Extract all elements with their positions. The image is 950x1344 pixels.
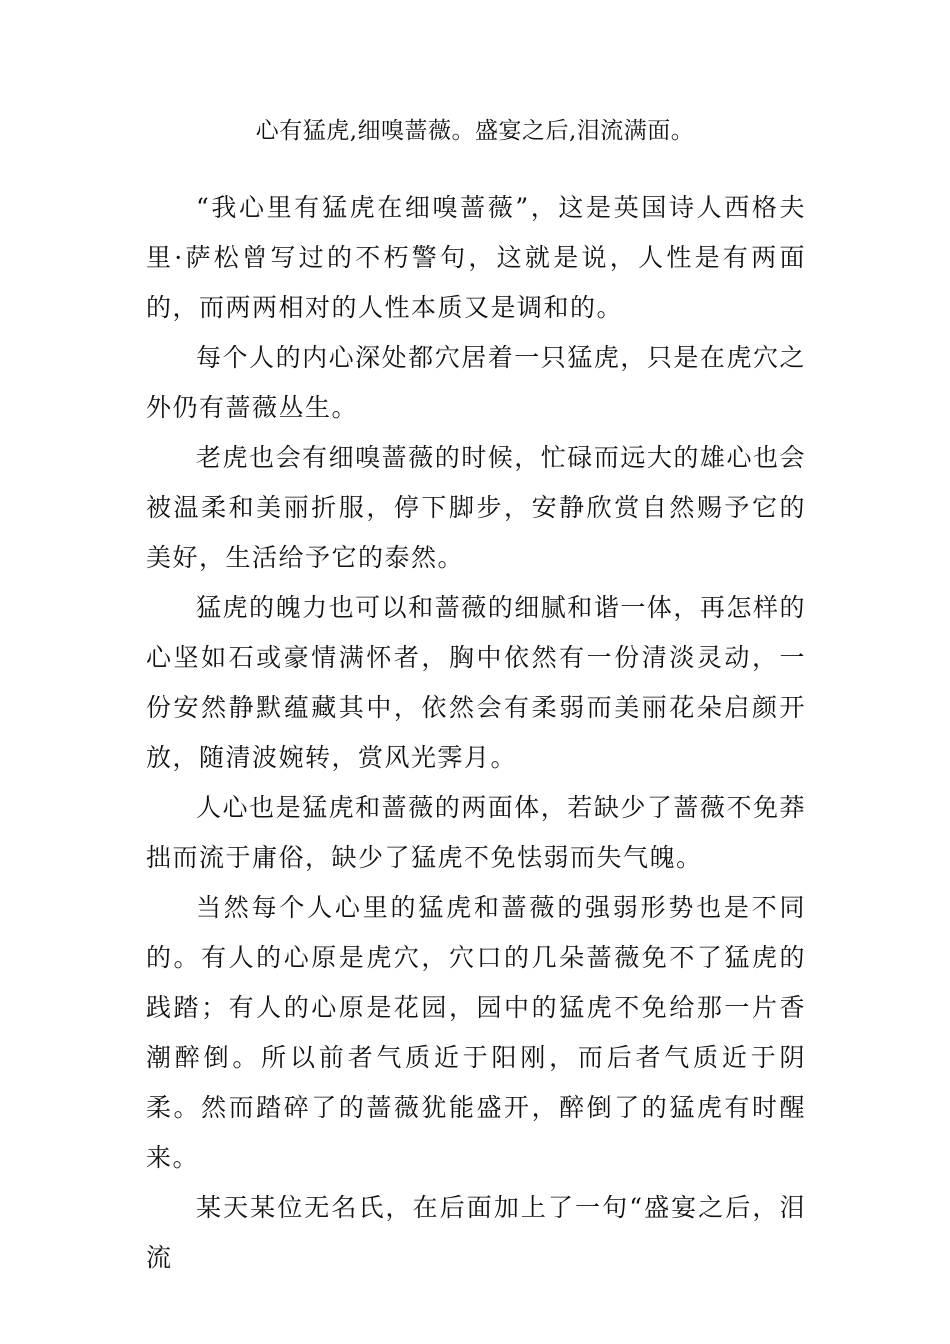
document-title: 心有猛虎,细嗅蔷薇。盛宴之后,泪流满面。: [255, 118, 695, 144]
document-body: [146, 183, 806, 1283]
paragraph-2: 每个人的内心深处都穴居着一只猛虎，只是在虎穴之外仍有蔷薇丛生。: [146, 343, 806, 422]
paragraph-3: 老虎也会有细嗅蔷薇的时候，忙碌而远大的雄心也会被温柔和美丽折服，停下脚步，安静欣赏自然赐予它的美好，生活给予它的泰然。: [146, 443, 806, 572]
paragraph-4: 猛虎的魄力也可以和蔷薇的细腻和谐一体，再怎样的心坚如石或豪情满怀者，胸中依然有一份清淡灵动，一份安然静默蕴藏其中，依然会有柔弱而美丽花朵启颜开放，随清波婉转，赏风光霁月。: [146, 593, 806, 772]
paragraph-7: 某天某位无名氏，在后面加上了一句“盛宴之后，泪流: [146, 1193, 806, 1272]
paragraph-5: 人心也是猛虎和蔷薇的两面体，若缺少了蔷薇不免莽拙而流于庸俗，缺少了猛虎不免怯弱而失气魄。: [146, 793, 806, 872]
paragraph-1: “我心里有猛虎在细嗅蔷薇”，这是英国诗人西格夫里·萨松曾写过的不朽警句，这就是说，人性是有两面的，而两两相对的人性本质又是调和的。: [146, 193, 806, 322]
paragraph-6: 当然每个人心里的猛虎和蔷薇的强弱形势也是不同的。有人的心原是虎穴，穴口的几朵蔷薇免不了猛虎的践踏；有人的心原是花园，园中的猛虎不免给那一片香潮醉倒。所以前者气质近于阳刚，而后者气质近于阴柔。然而踏碎了的蔷薇犹能盛开，醉倒了的猛虎有时醒来。: [146, 893, 806, 1172]
